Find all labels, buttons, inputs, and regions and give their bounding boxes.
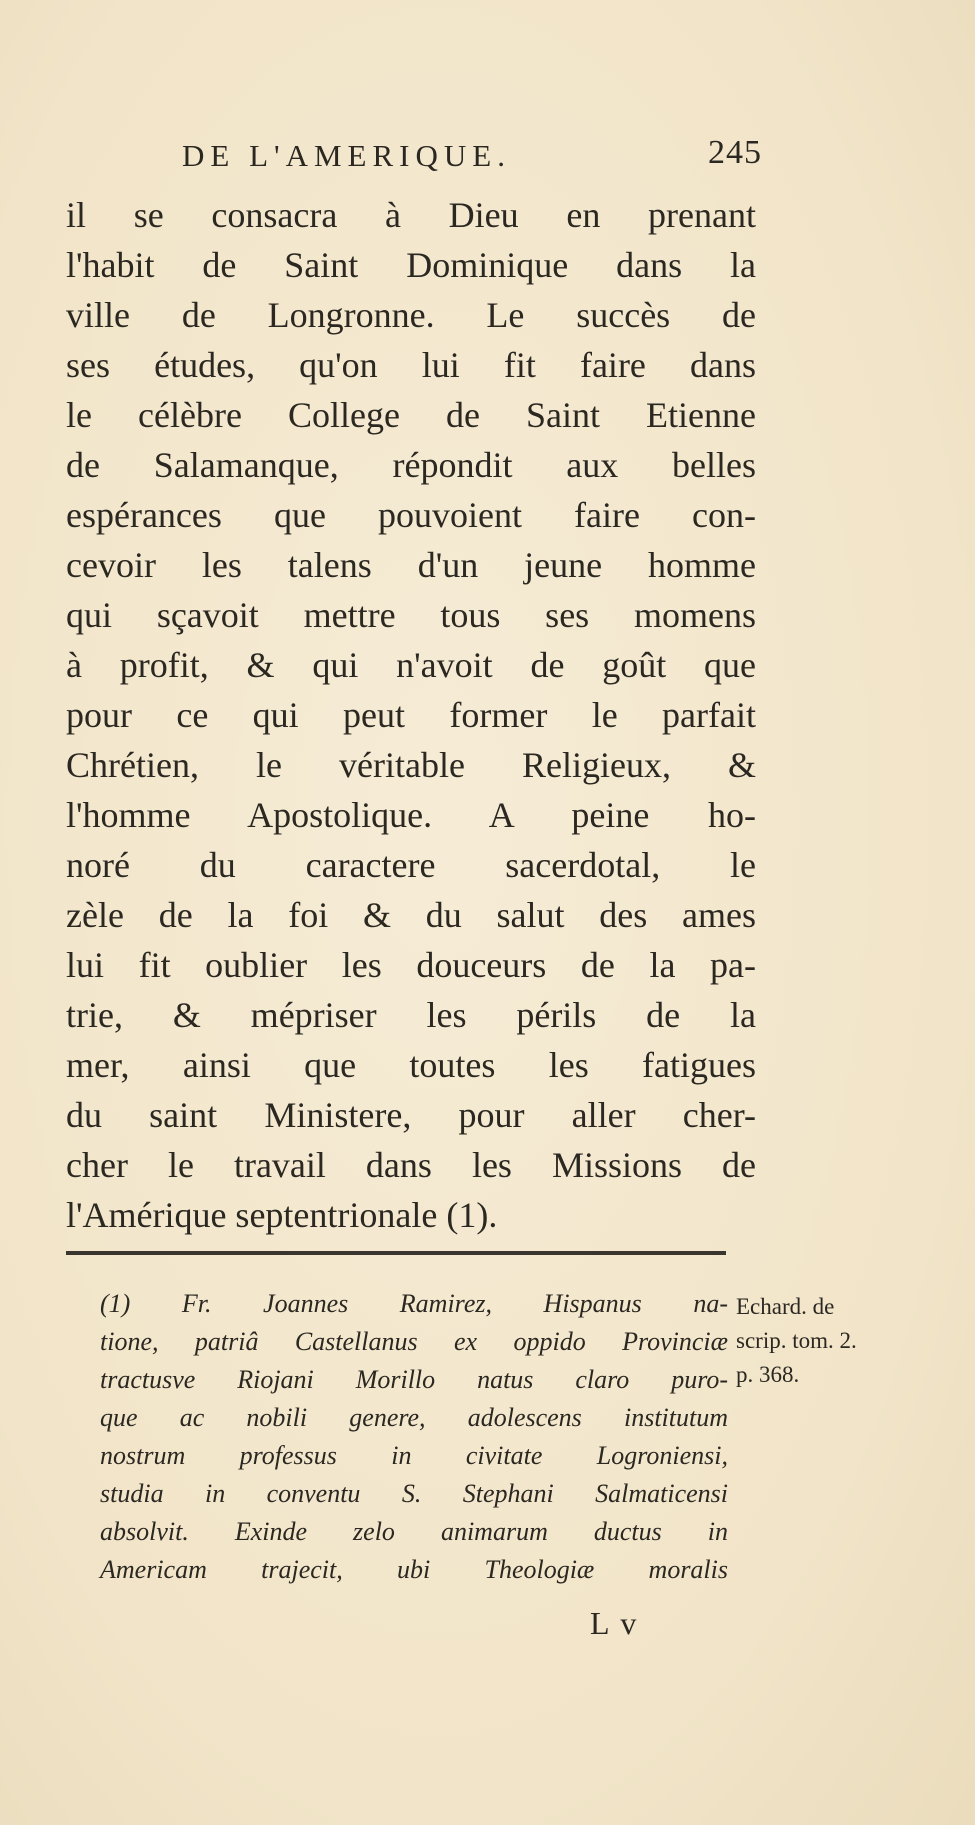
body-line: du saint Ministere, pour aller cher- <box>66 1095 756 1135</box>
body-line: ville de Longronne. Le succès de <box>66 295 756 335</box>
margin-note-line: Echard. de <box>736 1294 835 1319</box>
body-line: l'homme Apostolique. A peine ho- <box>66 795 756 835</box>
body-line: cevoir les talens d'un jeune homme <box>66 545 756 585</box>
margin-note-line: p. 368. <box>736 1362 800 1387</box>
body-line: mer, ainsi que toutes les fatigues <box>66 1045 756 1085</box>
footnote-line: que ac nobili genere, adolescens institutum <box>100 1403 728 1432</box>
footnote-line: absolvit. Exinde zelo animarum ductus in <box>100 1517 728 1546</box>
signature-mark: L v <box>590 1605 639 1641</box>
body-line: à profit, & qui n'avoit de goût que <box>66 645 756 685</box>
footnote-line: Americam trajecit, ubi Theologiæ moralis <box>100 1555 728 1584</box>
footnote <box>100 1285 728 1589</box>
margin-note-line: scrip. tom. 2. <box>736 1328 857 1353</box>
body-line: trie, & mépriser les périls de la <box>66 995 756 1035</box>
body-line: l'habit de Saint Dominique dans la <box>66 245 756 285</box>
footnote-line: tractusve Riojani Morillo natus claro puro- <box>100 1365 728 1394</box>
body-line: ses études, qu'on lui fit faire dans <box>66 345 756 385</box>
body-line: de Salamanque, répondit aux belles <box>66 445 756 485</box>
body-line: cher le travail dans les Missions de <box>66 1145 756 1185</box>
footnote-line: nostrum professus in civitate Logroniensi, <box>100 1441 728 1470</box>
footnote-line: studia in conventu S. Stephani Salmaticensi <box>100 1479 728 1508</box>
body-line: espérances que pouvoient faire con- <box>66 495 756 535</box>
body-line: qui sçavoit mettre tous ses momens <box>66 595 756 635</box>
footnote-rule <box>66 1251 726 1255</box>
footnote-line: tione, patriâ Castellanus ex oppido Provinciæ <box>100 1327 728 1356</box>
body-line: il se consacra à Dieu en prenant <box>66 195 756 235</box>
page-header <box>182 130 762 186</box>
body-text <box>66 190 756 1240</box>
margin-note <box>736 1290 972 1392</box>
body-line: pour ce qui peut former le parfait <box>66 695 756 735</box>
body-line: Chrétien, le véritable Religieux, & <box>66 745 756 785</box>
body-line: l'Amérique septentrionale (1). <box>66 1195 498 1235</box>
body-line: zèle de la foi & du salut des ames <box>66 895 756 935</box>
page-number: 245 <box>708 134 762 171</box>
body-line: noré du caractere sacerdotal, le <box>66 845 756 885</box>
body-line: le célèbre College de Saint Etienne <box>66 395 756 435</box>
running-head: DE L'AMERIQUE. <box>182 138 511 173</box>
body-line: lui fit oublier les douceurs de la pa- <box>66 945 756 985</box>
footnote-line: (1) Fr. Joannes Ramirez, Hispanus na- <box>100 1289 728 1318</box>
